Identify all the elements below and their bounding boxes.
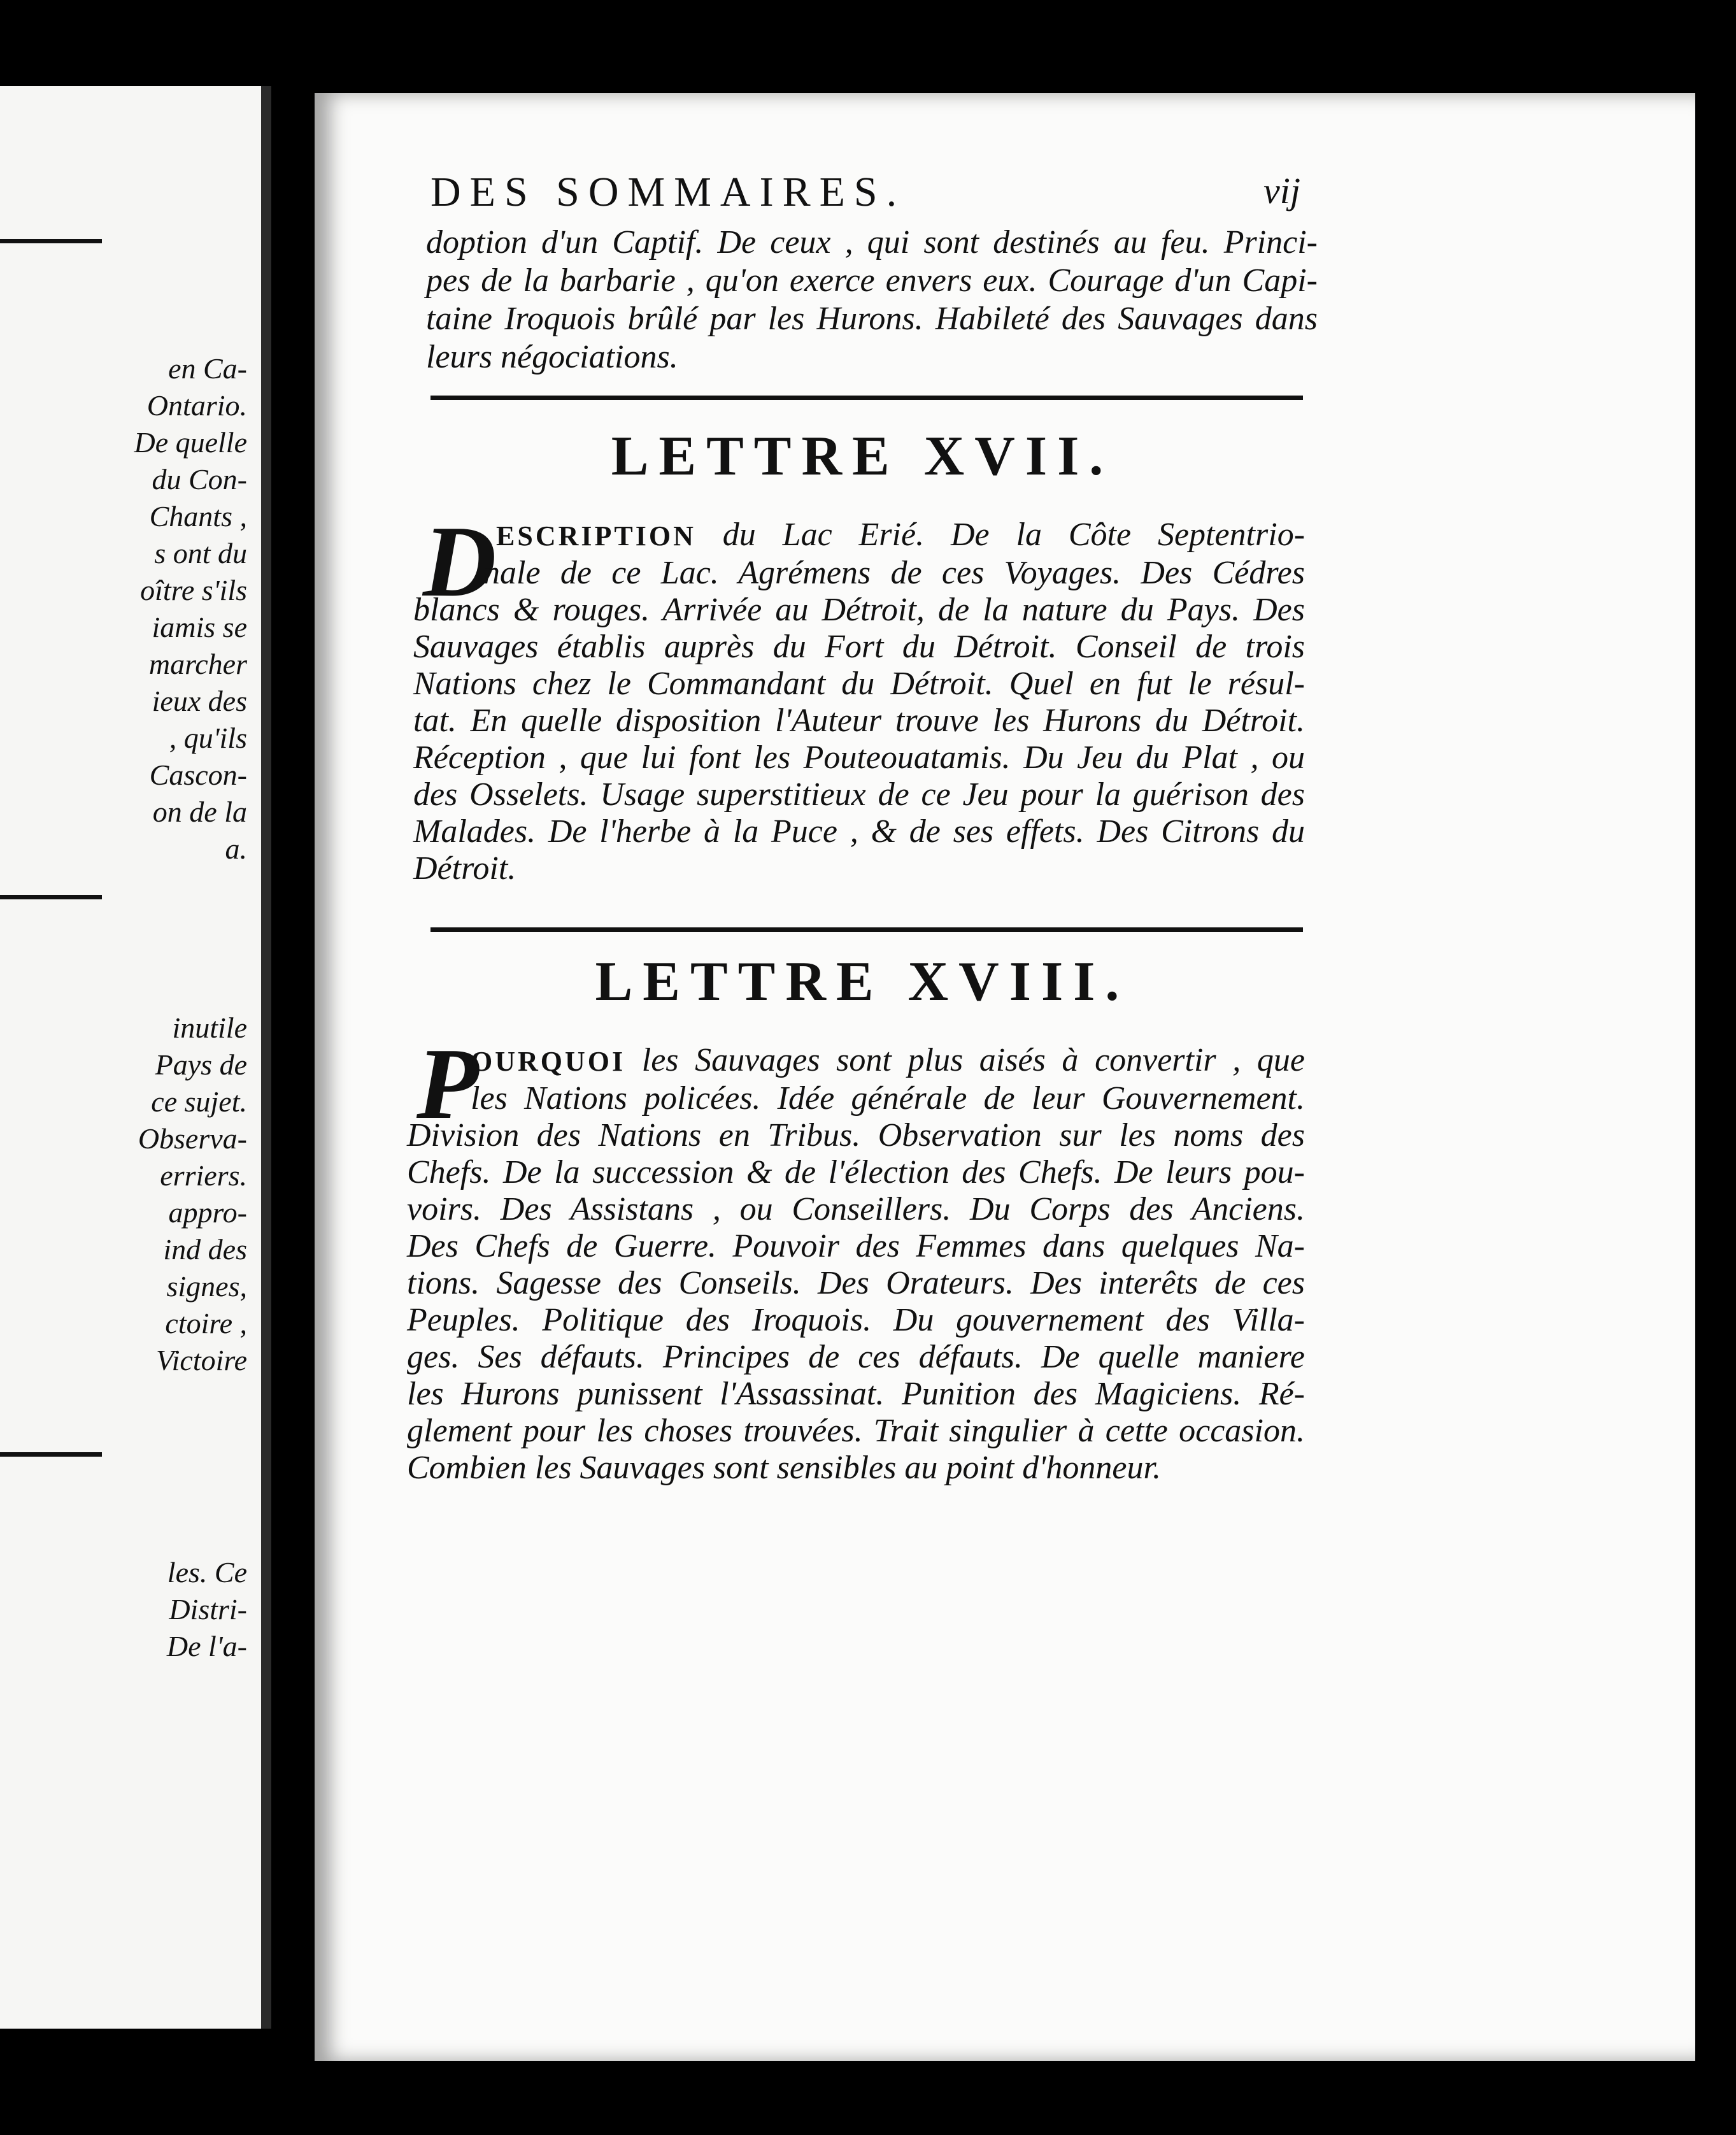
letter-17-summary <box>413 517 1305 887</box>
text-line <box>413 517 1305 555</box>
text-line: voirs. Des Assistans , ou Conseillers. Du Corps des Anciens. <box>407 1191 1305 1227</box>
line-rest: les Sauvages sont plus aisés à convertir , que <box>641 1042 1306 1078</box>
text-line: blancs & rouges. Arrivée au Détroit, de la nature du Pays. Des <box>413 592 1305 628</box>
drop-cap: P <box>416 1027 479 1140</box>
drop-cap: D <box>423 504 497 618</box>
text-line: tions. Sagesse des Conseils. Des Orateurs. Des interêts de ces <box>407 1265 1305 1301</box>
left-line: signes, <box>166 1270 247 1303</box>
text-line: Détroit. <box>413 850 516 887</box>
left-line: Distri- <box>169 1593 247 1625</box>
intro-paragraph <box>426 224 1318 376</box>
first-word: OURQUOI <box>471 1046 626 1077</box>
left-line: ind des <box>163 1233 247 1266</box>
left-line: Chants , <box>149 500 247 532</box>
left-line: s ont du <box>154 537 247 569</box>
left-line: les. Ce <box>167 1556 247 1589</box>
text-line: les Nations policées. Idée générale de leur Gouvernement. <box>471 1080 1305 1117</box>
left-line: iamis se <box>152 611 247 643</box>
left-text-group-1 <box>134 350 247 868</box>
text-line: Chefs. De la succession & de l'élection des Chefs. De leurs pou- <box>407 1154 1305 1190</box>
left-rule-bottom <box>0 1452 102 1457</box>
left-page-fragment <box>0 86 271 2029</box>
text-line: Malades. De l'herbe à la Puce , & de ses effets. Des Citrons du <box>413 813 1305 850</box>
text-line: Nations chez le Commandant du Détroit. Quel en fut le résul- <box>413 666 1305 702</box>
page-content <box>315 93 1695 2061</box>
text-line: leurs négociations. <box>426 339 678 375</box>
left-line: , qu'ils <box>169 722 247 754</box>
left-rule-top <box>0 239 102 243</box>
main-page <box>315 93 1695 2061</box>
left-line: erriers. <box>160 1159 247 1192</box>
left-line: en Ca- <box>168 352 247 385</box>
text-line: taine Iroquois brûlé par les Hurons. Habileté des Sauvages dans <box>426 301 1318 337</box>
left-line: Cascon- <box>149 759 247 791</box>
text-line: Des Chefs de Guerre. Pouvoir des Femmes dans quelques Na- <box>407 1228 1305 1264</box>
left-line: oître s'ils <box>140 574 247 606</box>
letter-18-heading: LETTRE XVIII. <box>595 951 1130 1013</box>
left-line: a. <box>225 832 247 865</box>
text-line <box>407 1042 1305 1080</box>
text-line: Peuples. Politique des Iroquois. Du gouvernement des Villa- <box>407 1302 1305 1338</box>
left-rule-middle <box>0 895 102 899</box>
text-line: des Osselets. Usage superstitieux de ce Jeu pour la guérison des <box>413 776 1305 813</box>
left-line: Observa- <box>138 1122 247 1155</box>
left-line: ctoire , <box>165 1307 247 1339</box>
left-line: ieux des <box>152 685 247 717</box>
section-rule <box>430 396 1303 400</box>
first-word: ESCRIPTION <box>496 520 696 552</box>
left-line: Victoire <box>155 1344 247 1376</box>
text-line: ges. Ses défauts. Principes de ces défauts. De quelle maniere <box>407 1339 1305 1375</box>
left-line: De l'a- <box>166 1630 247 1662</box>
left-text-group-2 <box>138 1010 247 1379</box>
left-line: Ontario. <box>146 389 247 422</box>
left-line: on de la <box>152 796 247 828</box>
text-line: Combien les Sauvages sont sensibles au point d'honneur. <box>407 1450 1161 1486</box>
text-line: Sauvages établis auprès du Fort du Détroit. Conseil de trois <box>413 629 1305 665</box>
left-text-group-3 <box>167 1554 247 1665</box>
left-line: Pays de <box>155 1048 247 1081</box>
letter-17-heading: LETTRE XVII. <box>611 425 1114 487</box>
left-line: marcher <box>148 648 247 680</box>
page-number: vij <box>1263 170 1300 211</box>
running-head: DES SOMMAIRES. <box>430 169 906 215</box>
line-rest: du Lac Erié. De la Côte Septentrio- <box>722 517 1306 553</box>
text-line: nale de ce Lac. Agrémens de ces Voyages. Des Cédres <box>483 555 1305 591</box>
text-line: Réception , que lui font les Pouteouatamis. Du Jeu du Plat , ou <box>413 739 1305 776</box>
text-line: glement pour les choses trouvées. Trait singulier à cette occasion. <box>407 1413 1305 1449</box>
text-line: pes de la barbarie , qu'on exerce envers eux. Courage d'un Capi- <box>426 262 1318 299</box>
text-line: tat. En quelle disposition l'Auteur trouve les Hurons du Détroit. <box>413 703 1305 739</box>
left-line: ce sujet. <box>151 1085 247 1118</box>
left-line: De quelle <box>134 426 247 459</box>
text-line: Division des Nations en Tribus. Observation sur les noms des <box>407 1117 1305 1153</box>
section-rule <box>430 927 1303 932</box>
letter-18-summary <box>407 1042 1305 1487</box>
left-line: inutile <box>172 1011 247 1044</box>
text-line: doption d'un Captif. De ceux , qui sont destinés au feu. Princi- <box>426 224 1318 261</box>
left-line: du Con- <box>152 463 247 496</box>
left-line: appro- <box>168 1196 247 1229</box>
text-line: les Hurons punissent l'Assassinat. Punition des Magiciens. Ré- <box>407 1376 1305 1412</box>
